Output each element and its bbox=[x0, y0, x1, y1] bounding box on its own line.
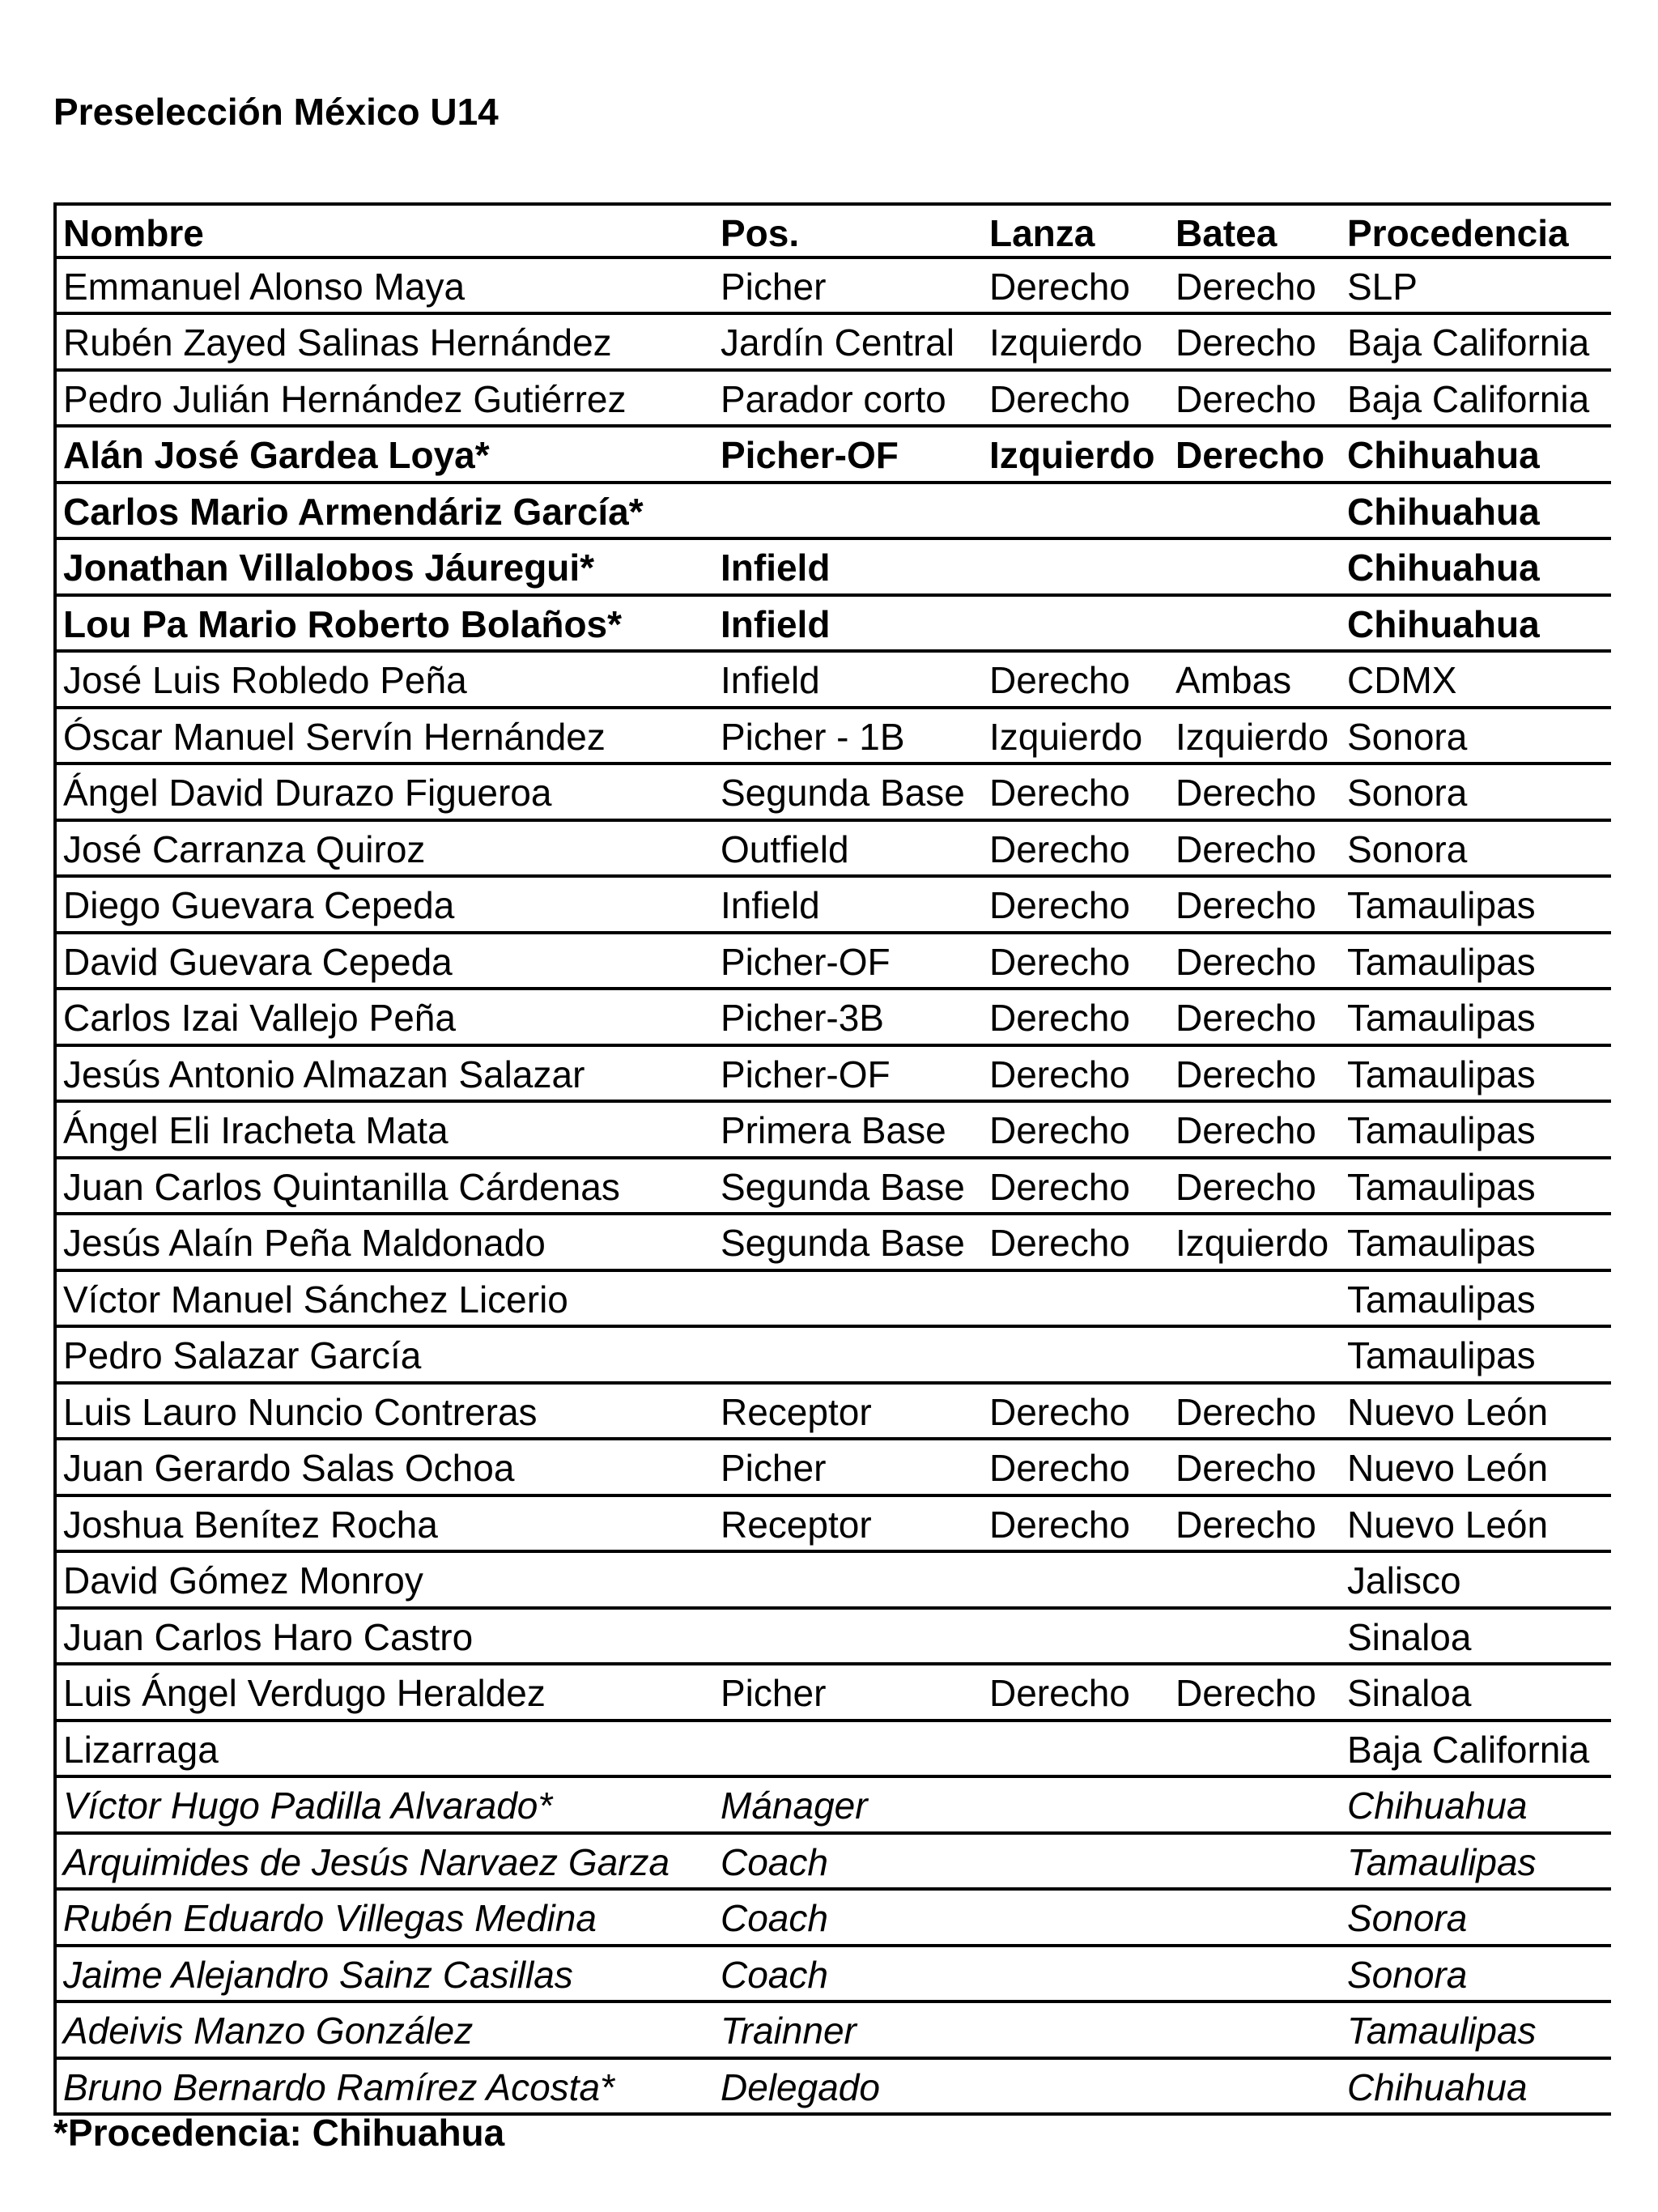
player-origin: CDMX bbox=[1347, 659, 1457, 701]
player-throws: Derecho bbox=[989, 827, 1130, 870]
player-bats: Derecho bbox=[1175, 1503, 1316, 1546]
player-bats: Ambas bbox=[1175, 659, 1292, 701]
player-throws: Derecho bbox=[989, 1053, 1130, 1095]
player-throws: Derecho bbox=[989, 884, 1130, 926]
player-position: Infield bbox=[721, 602, 831, 645]
player-name: Lou Pa Mario Roberto Bolaños* bbox=[63, 602, 623, 645]
player-name: Víctor Manuel Sánchez Licerio bbox=[63, 1278, 568, 1321]
player-position: Primera Base bbox=[721, 1109, 946, 1151]
table-row bbox=[57, 597, 1611, 653]
player-throws: Derecho bbox=[989, 1109, 1130, 1151]
player-throws: Izquierdo bbox=[989, 715, 1143, 758]
roster-table bbox=[53, 202, 1611, 2116]
player-origin: Baja California bbox=[1347, 1728, 1590, 1771]
table-row bbox=[57, 765, 1611, 822]
table-row bbox=[57, 1891, 1611, 1947]
table-row bbox=[57, 259, 1611, 316]
player-name: Juan Gerardo Salas Ochoa bbox=[63, 1447, 515, 1489]
player-bats: Derecho bbox=[1175, 434, 1325, 476]
player-throws: Derecho bbox=[989, 1222, 1130, 1264]
player-origin: Tamaulipas bbox=[1347, 1165, 1536, 1208]
player-origin: Nuevo León bbox=[1347, 1390, 1549, 1433]
player-name: Jesús Alaín Peña Maldonado bbox=[63, 1222, 546, 1264]
player-bats: Derecho bbox=[1175, 772, 1316, 814]
player-bats: Derecho bbox=[1175, 377, 1316, 420]
player-bats: Derecho bbox=[1175, 997, 1316, 1039]
table-row bbox=[57, 1328, 1611, 1385]
table-row bbox=[57, 822, 1611, 878]
player-name: Diego Guevara Cepeda bbox=[63, 884, 455, 926]
player-name: José Luis Robledo Peña bbox=[63, 659, 467, 701]
player-position: Segunda Base bbox=[721, 1222, 965, 1264]
player-throws: Derecho bbox=[989, 659, 1130, 701]
player-throws: Derecho bbox=[989, 1447, 1130, 1489]
player-bats: Izquierdo bbox=[1175, 715, 1329, 758]
player-origin: Chihuahua bbox=[1347, 2065, 1528, 2108]
player-bats: Derecho bbox=[1175, 1447, 1316, 1489]
table-row bbox=[57, 653, 1611, 709]
header-bats: Batea bbox=[1175, 212, 1278, 254]
player-origin: Sonora bbox=[1347, 715, 1468, 758]
table-row bbox=[57, 1440, 1611, 1497]
player-name: Juan Carlos Haro Castro bbox=[63, 1615, 474, 1658]
player-position: Receptor bbox=[721, 1390, 872, 1433]
table-row bbox=[57, 1553, 1611, 1610]
player-bats: Derecho bbox=[1175, 1053, 1316, 1095]
player-origin: Tamaulipas bbox=[1347, 1840, 1537, 1883]
player-bats: Derecho bbox=[1175, 1109, 1316, 1151]
player-origin: Tamaulipas bbox=[1347, 1109, 1536, 1151]
player-throws: Izquierdo bbox=[989, 434, 1155, 476]
player-position: Picher - 1B bbox=[721, 715, 905, 758]
player-name: Jonathan Villalobos Jáuregui* bbox=[63, 547, 595, 589]
player-name: David Gómez Monroy bbox=[63, 1559, 423, 1602]
player-position: Delegado bbox=[721, 2065, 880, 2108]
table-row bbox=[57, 1215, 1611, 1272]
table-row bbox=[57, 1047, 1611, 1104]
table-row bbox=[57, 540, 1611, 597]
player-position: Picher bbox=[721, 1672, 827, 1714]
player-position: Jardín Central bbox=[721, 321, 954, 364]
table-header-row bbox=[57, 202, 1611, 259]
header-name: Nombre bbox=[63, 212, 204, 254]
player-position: Coach bbox=[721, 1953, 828, 1996]
player-origin: SLP bbox=[1347, 265, 1418, 308]
player-bats: Izquierdo bbox=[1175, 1222, 1329, 1264]
player-position: Picher bbox=[721, 1447, 827, 1489]
player-name: Ángel Eli Iracheta Mata bbox=[63, 1109, 449, 1151]
table-row bbox=[57, 1778, 1611, 1835]
player-bats: Derecho bbox=[1175, 940, 1316, 983]
player-origin: Sonora bbox=[1347, 1897, 1468, 1939]
player-origin: Chihuahua bbox=[1347, 490, 1540, 533]
player-bats: Derecho bbox=[1175, 265, 1316, 308]
player-origin: Tamaulipas bbox=[1347, 1334, 1536, 1376]
player-origin: Tamaulipas bbox=[1347, 1278, 1536, 1321]
player-throws: Derecho bbox=[989, 265, 1130, 308]
table-row bbox=[57, 709, 1611, 766]
player-name: Ángel David Durazo Figueroa bbox=[63, 772, 552, 814]
player-position: Mánager bbox=[721, 1784, 868, 1827]
player-position: Parador corto bbox=[721, 377, 946, 420]
player-position: Picher-OF bbox=[721, 1053, 891, 1095]
table-body bbox=[57, 259, 1611, 2116]
player-name: Carlos Izai Vallejo Peña bbox=[63, 997, 456, 1039]
player-origin: Tamaulipas bbox=[1347, 1222, 1536, 1264]
player-bats: Derecho bbox=[1175, 1165, 1316, 1208]
table-row bbox=[57, 1610, 1611, 1666]
page-title: Preselección México U14 bbox=[53, 91, 499, 133]
table-row bbox=[57, 1103, 1611, 1159]
player-position: Picher bbox=[721, 265, 827, 308]
player-position: Picher-OF bbox=[721, 434, 899, 476]
player-name: Arquimides de Jesús Narvaez Garza bbox=[63, 1840, 670, 1883]
player-name: Alán José Gardea Loya* bbox=[63, 434, 490, 476]
player-name: Rubén Zayed Salinas Hernández bbox=[63, 321, 612, 364]
player-name: Víctor Hugo Padilla Alvarado* bbox=[63, 1784, 553, 1827]
player-position: Coach bbox=[721, 1897, 828, 1939]
player-throws: Derecho bbox=[989, 997, 1130, 1039]
player-throws: Derecho bbox=[989, 1165, 1130, 1208]
player-bats: Derecho bbox=[1175, 1672, 1316, 1714]
player-origin: Sonora bbox=[1347, 827, 1468, 870]
player-throws: Derecho bbox=[989, 1503, 1130, 1546]
player-name: Carlos Mario Armendáriz García* bbox=[63, 490, 644, 533]
player-position: Segunda Base bbox=[721, 772, 965, 814]
player-bats: Derecho bbox=[1175, 1390, 1316, 1433]
player-position: Outfield bbox=[721, 827, 849, 870]
player-name: Bruno Bernardo Ramírez Acosta* bbox=[63, 2065, 614, 2108]
player-name: Jaime Alejandro Sainz Casillas bbox=[63, 1953, 573, 1996]
player-position: Picher-3B bbox=[721, 997, 884, 1039]
player-name: Luis Ángel Verdugo Heraldez bbox=[63, 1672, 546, 1714]
table-row bbox=[57, 1497, 1611, 1554]
table-row bbox=[57, 2003, 1611, 2060]
player-origin: Tamaulipas bbox=[1347, 1053, 1536, 1095]
player-throws: Derecho bbox=[989, 377, 1130, 420]
player-bats: Derecho bbox=[1175, 827, 1316, 870]
table-row bbox=[57, 2060, 1611, 2116]
table-row bbox=[57, 1385, 1611, 1441]
player-name: Jesús Antonio Almazan Salazar bbox=[63, 1053, 585, 1095]
header-position: Pos. bbox=[721, 212, 800, 254]
player-position: Infield bbox=[721, 659, 820, 701]
player-origin: Tamaulipas bbox=[1347, 2010, 1537, 2052]
player-origin: Sonora bbox=[1347, 1953, 1468, 1996]
footnote: *Procedencia: Chihuahua bbox=[53, 2112, 505, 2154]
player-name: Rubén Eduardo Villegas Medina bbox=[63, 1897, 597, 1939]
player-position: Infield bbox=[721, 547, 831, 589]
player-name: José Carranza Quiroz bbox=[63, 827, 426, 870]
table-row bbox=[57, 1947, 1611, 2004]
player-position: Picher-OF bbox=[721, 940, 891, 983]
player-origin: Chihuahua bbox=[1347, 602, 1540, 645]
player-throws: Derecho bbox=[989, 1672, 1130, 1714]
player-origin: Tamaulipas bbox=[1347, 884, 1536, 926]
table-row bbox=[57, 1835, 1611, 1891]
player-throws: Derecho bbox=[989, 1390, 1130, 1433]
player-name: Pedro Salazar García bbox=[63, 1334, 422, 1376]
table-row bbox=[57, 878, 1611, 934]
player-throws: Derecho bbox=[989, 940, 1130, 983]
player-name: Lizarraga bbox=[63, 1728, 219, 1771]
player-origin: Sonora bbox=[1347, 772, 1468, 814]
player-origin: Jalisco bbox=[1347, 1559, 1461, 1602]
player-name: Joshua Benítez Rocha bbox=[63, 1503, 438, 1546]
player-position: Receptor bbox=[721, 1503, 872, 1546]
player-origin: Chihuahua bbox=[1347, 1784, 1528, 1827]
player-bats: Derecho bbox=[1175, 321, 1316, 364]
player-name: David Guevara Cepeda bbox=[63, 940, 453, 983]
player-name: Emmanuel Alonso Maya bbox=[63, 265, 466, 308]
player-position: Trainner bbox=[721, 2010, 857, 2052]
player-bats: Derecho bbox=[1175, 884, 1316, 926]
table-row bbox=[57, 1272, 1611, 1329]
player-origin: Chihuahua bbox=[1347, 547, 1540, 589]
player-name: Óscar Manuel Servín Hernández bbox=[63, 715, 606, 758]
player-throws: Izquierdo bbox=[989, 321, 1143, 364]
player-throws: Derecho bbox=[989, 772, 1130, 814]
header-throws: Lanza bbox=[989, 212, 1095, 254]
player-origin: Baja California bbox=[1347, 377, 1590, 420]
player-origin: Chihuahua bbox=[1347, 434, 1540, 476]
player-origin: Tamaulipas bbox=[1347, 997, 1536, 1039]
player-name: Pedro Julián Hernández Gutiérrez bbox=[63, 377, 627, 420]
player-position: Segunda Base bbox=[721, 1165, 965, 1208]
player-origin: Sinaloa bbox=[1347, 1615, 1472, 1658]
player-origin: Sinaloa bbox=[1347, 1672, 1472, 1714]
table-row bbox=[57, 1159, 1611, 1216]
player-name: Juan Carlos Quintanilla Cárdenas bbox=[63, 1165, 620, 1208]
table-row bbox=[57, 990, 1611, 1047]
table-row bbox=[57, 372, 1611, 428]
table-row bbox=[57, 1722, 1611, 1779]
table-row bbox=[57, 315, 1611, 372]
player-origin: Nuevo León bbox=[1347, 1447, 1549, 1489]
player-origin: Baja California bbox=[1347, 321, 1590, 364]
player-name: Luis Lauro Nuncio Contreras bbox=[63, 1390, 538, 1433]
table-row bbox=[57, 484, 1611, 541]
player-origin: Nuevo León bbox=[1347, 1503, 1549, 1546]
table-row bbox=[57, 934, 1611, 991]
player-name: Adeivis Manzo González bbox=[63, 2010, 474, 2052]
player-position: Infield bbox=[721, 884, 820, 926]
table-row bbox=[57, 1665, 1611, 1722]
header-origin: Procedencia bbox=[1347, 212, 1569, 254]
player-position: Coach bbox=[721, 1840, 828, 1883]
table-row bbox=[57, 428, 1611, 484]
player-origin: Tamaulipas bbox=[1347, 940, 1536, 983]
